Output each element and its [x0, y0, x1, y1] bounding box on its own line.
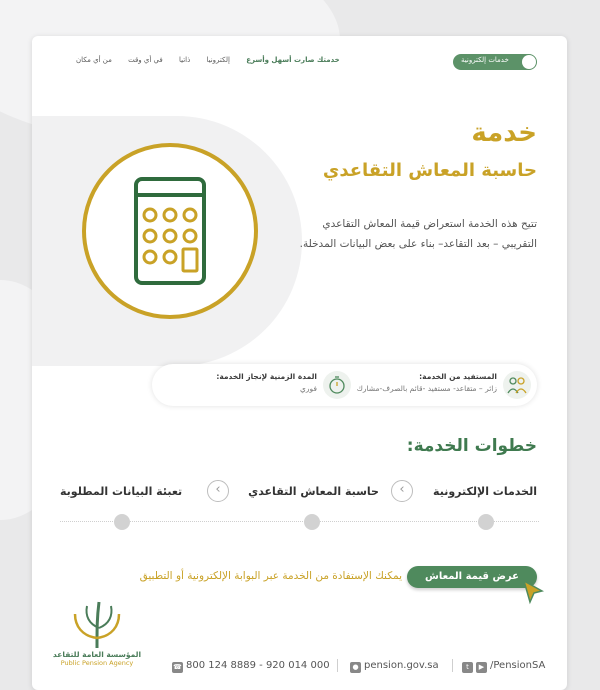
toggle-label: خدمات إلكترونية [461, 56, 509, 64]
logo-english: Public Pension Agency [60, 659, 134, 667]
phones [172, 660, 330, 673]
stopwatch-icon [323, 371, 351, 399]
duration-title: المدة الزمنية لإنجاز الخدمة: [216, 372, 317, 381]
calculator-icon [80, 141, 260, 321]
phone-icon: ☎ [173, 663, 182, 671]
beneficiary-title: المستفيد من الخدمة: [419, 372, 497, 381]
chevron-left-icon: ‹ [207, 480, 229, 502]
info-bar [152, 364, 537, 406]
step-dot [114, 514, 130, 530]
tagline-item: ذاتيا [178, 56, 191, 64]
divider [452, 659, 453, 672]
cursor-icon [522, 579, 544, 605]
divider [337, 659, 338, 672]
beneficiary-block [357, 372, 497, 393]
social-text: /PensionSA [490, 660, 546, 671]
website-text: pension.gov.sa [364, 660, 439, 671]
tagline [62, 56, 340, 64]
twitter-icon: t [462, 662, 473, 673]
chevron-left-icon: ‹ [391, 480, 413, 502]
steps-title: خطوات الخدمة: [406, 436, 537, 456]
beneficiary-icon [503, 371, 531, 399]
duration-value: فوري [300, 384, 317, 393]
step-label: تعبئة البيانات المطلوبة [60, 485, 183, 498]
service-card [32, 36, 567, 690]
cta-text: يمكنك الإستفادة من الخدمة عبر البوابة الإلكترونية أو التطبيق [139, 570, 402, 582]
step-label: الخدمات الإلكترونية [433, 485, 537, 498]
tagline-item: إلكترونيا [206, 56, 230, 64]
service-name: حاسبة المعاش التقاعدي [322, 160, 537, 181]
footer [32, 646, 567, 686]
step-dot [304, 514, 320, 530]
phones-text: 800 124 8889 - 920 014 000 [186, 660, 330, 671]
page-title: خدمة [471, 118, 537, 148]
step-dot [478, 514, 494, 530]
top-bar [32, 50, 567, 70]
logo-arabic: المؤسسة العامة للتقاعد [52, 650, 142, 659]
tagline-item: خدمتك صارت أسهل وأسرع [246, 56, 340, 64]
agency-logo [52, 598, 142, 667]
beneficiary-value: زائر – متقاعد- مستفيد -قائم بالصرف-مشارك [356, 384, 497, 393]
tagline-item: في أي وقت [128, 56, 163, 64]
steps-track [60, 521, 539, 522]
e-services-toggle[interactable] [453, 54, 537, 70]
service-description: تتيح هذه الخدمة استعراض قيمة المعاش التقاعدي التقريبي – بعد التقاعد– بناء على بعض البيانات المدخلة. [299, 218, 537, 250]
toggle-knob [522, 55, 536, 69]
step-label: حاسبة المعاش التقاعدي [248, 485, 379, 498]
duration-block [216, 372, 317, 393]
social-handle[interactable] [462, 660, 545, 673]
globe-icon: ● [350, 662, 361, 673]
youtube-icon: ▶ [476, 662, 487, 673]
website-link[interactable] [350, 660, 439, 673]
palm-logo-icon [67, 598, 127, 650]
tagline-item: من أي مكان [76, 56, 112, 64]
show-pension-button[interactable]: عرض قيمة المعاش [407, 566, 537, 588]
